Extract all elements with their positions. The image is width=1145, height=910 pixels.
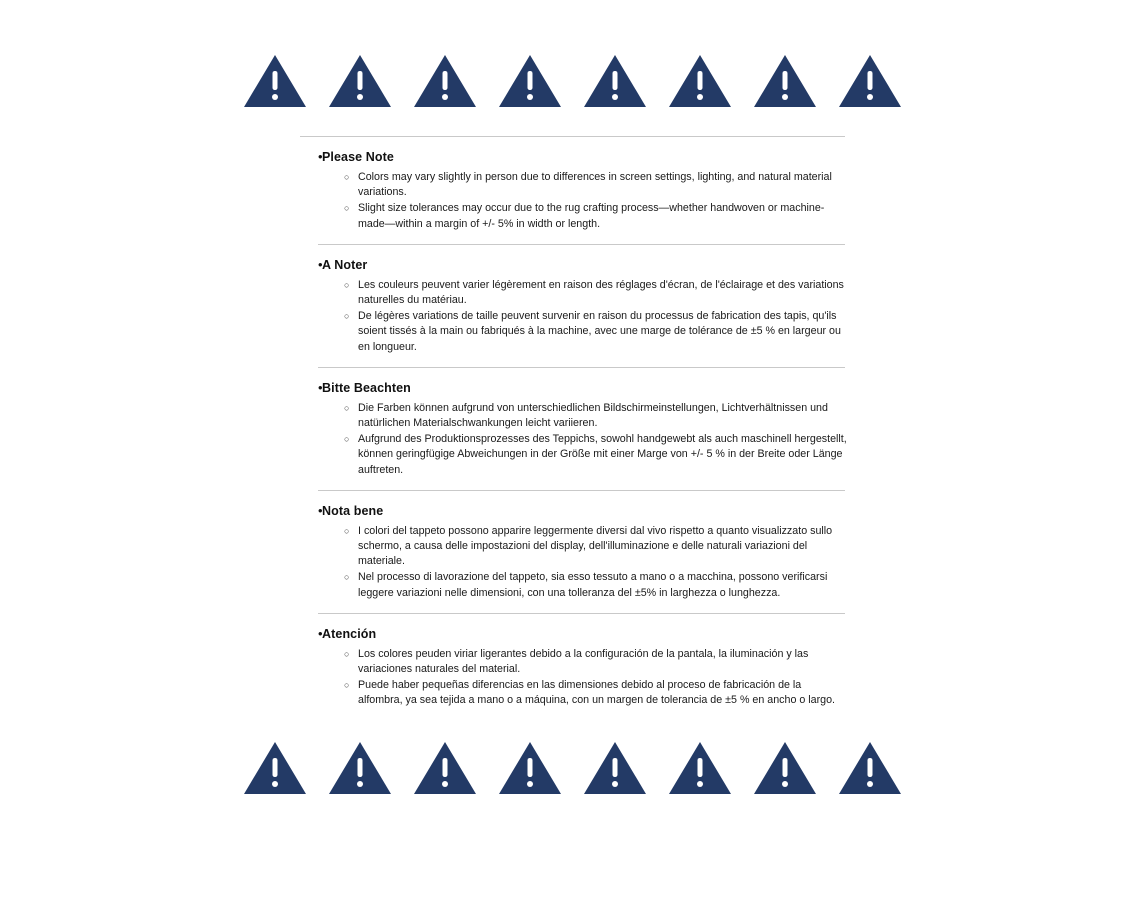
list-item-text: De légères variations de taille peuvent survenir en raison du processus de fabrication des tapis, qu'ils soient tissés à la main ou fabriqués à la machine, avec une marge de tolérance de ±5 % en largeur ou en longueur.: [358, 310, 841, 353]
list-item: [300, 201, 860, 231]
warning-triangle-icon: [412, 739, 478, 797]
warning-triangle-icon: [752, 739, 818, 797]
section-heading: Atención: [322, 626, 377, 641]
section-heading-row: [300, 256, 860, 274]
section-heading: Please Note: [322, 150, 394, 164]
warning-triangle-icon: [327, 739, 393, 797]
list-item-text: I colori del tappeto possono apparire leggermente diversi dal vivo rispetto a quanto visualizzato sullo schermo, a causa delle impostazioni del display, dell'illuminazione e delle naturali variazioni del materiale.: [358, 524, 833, 568]
warning-triangle-icon: [412, 52, 478, 110]
bullet-icon: •: [318, 625, 323, 641]
list-item-text: Slight size tolerances may occur due to the rug crafting process—whether handwoven or machine-made—within a margin of +/- 5% in width or length.: [358, 202, 825, 230]
list-item-text: Colors may vary slightly in person due to differences in screen settings, lighting, and natural material variations.: [358, 171, 832, 199]
warning-triangle-icon: [837, 52, 903, 110]
section-items: [300, 278, 860, 355]
warning-triangle-icon: [582, 739, 648, 797]
list-item: [300, 309, 860, 355]
warning-icon-row-bottom: [0, 739, 1145, 797]
warning-triangle-icon: [497, 739, 563, 797]
sub-bullet-icon: ○: [344, 572, 350, 583]
section-items: [300, 524, 860, 601]
list-item: [300, 278, 860, 308]
warning-triangle-icon: [667, 52, 733, 110]
note-section: [300, 491, 860, 614]
warning-triangle-icon: [497, 52, 563, 110]
list-item: [300, 678, 860, 708]
list-item-text: Die Farben können aufgrund von unterschiedlichen Bildschirmeinstellungen, Lichtverhältnissen und natürlichen Materialschwankungen leicht variieren.: [358, 401, 828, 430]
sub-bullet-icon: ○: [344, 402, 350, 413]
section-heading: Bitte Beachten: [322, 380, 411, 395]
bullet-icon: •: [318, 502, 323, 518]
section-heading: A Noter: [322, 257, 368, 272]
sub-bullet-icon: ○: [344, 680, 350, 691]
section-items: [300, 170, 860, 232]
list-item-text: Los colores peuden viriar ligerantes debido a la configuración de la pantala, la iluminación y las variaciones naturales del material.: [358, 647, 809, 676]
note-section: [300, 137, 860, 245]
warning-triangle-icon: [752, 52, 818, 110]
bullet-icon: •: [318, 149, 323, 164]
list-item: [300, 524, 860, 570]
list-item: [300, 432, 860, 478]
warning-triangle-icon: [667, 739, 733, 797]
warning-triangle-icon: [837, 739, 903, 797]
list-item: [300, 170, 860, 200]
sub-bullet-icon: ○: [344, 279, 350, 290]
warning-icon-row-top: [0, 52, 1145, 110]
section-items: [300, 401, 860, 478]
section-heading-row: [300, 502, 860, 520]
list-item-text: Puede haber pequeñas diferencias en las dimensiones debido al proceso de fabricación de la alfombra, ya sea tejida a mano o a máquina, con un margen de tolerancia de ±5 % en ancho o largo.: [358, 679, 836, 707]
list-item-text: Aufgrund des Produktionsprozesses des Teppichs, sowohl handgewebt als auch maschinell hergestellt, können geringfügige Abweichungen in der Größe mit einer Marge von +/- 5 % in der Breite oder Länge auftreten.: [358, 433, 847, 476]
note-section: [300, 368, 860, 491]
warning-triangle-icon: [242, 739, 308, 797]
list-item-text: Les couleurs peuvent varier légèrement en raison des réglages d'écran, de l'éclairage et des variations naturelles du matériau.: [358, 278, 844, 307]
document-page: [0, 52, 1145, 910]
section-heading: Nota bene: [322, 503, 384, 518]
list-item: [300, 570, 860, 600]
sub-bullet-icon: ○: [344, 311, 350, 322]
list-item-text: Nel processo di lavorazione del tappeto, sia esso tessuto a mano o a macchina, possono verificarsi leggere variazioni nelle dimensioni, con una tolleranza del ±5% in larghezza o lunghezza.: [358, 571, 828, 599]
warning-triangle-icon: [582, 52, 648, 110]
warning-triangle-icon: [242, 52, 308, 110]
note-section: [300, 245, 860, 368]
list-item: [300, 647, 860, 677]
sub-bullet-icon: ○: [344, 172, 350, 182]
section-heading-row: [300, 148, 860, 166]
note-section: [300, 614, 860, 721]
section-heading-row: [300, 625, 860, 643]
list-item: [300, 401, 860, 431]
sub-bullet-icon: ○: [344, 434, 350, 445]
sub-bullet-icon: ○: [344, 648, 350, 659]
section-items: [300, 647, 860, 709]
section-heading-row: [300, 379, 860, 397]
warning-triangle-icon: [327, 52, 393, 110]
bullet-icon: •: [318, 256, 323, 272]
sub-bullet-icon: ○: [344, 203, 350, 214]
bullet-icon: •: [318, 379, 323, 395]
sub-bullet-icon: ○: [344, 525, 350, 536]
